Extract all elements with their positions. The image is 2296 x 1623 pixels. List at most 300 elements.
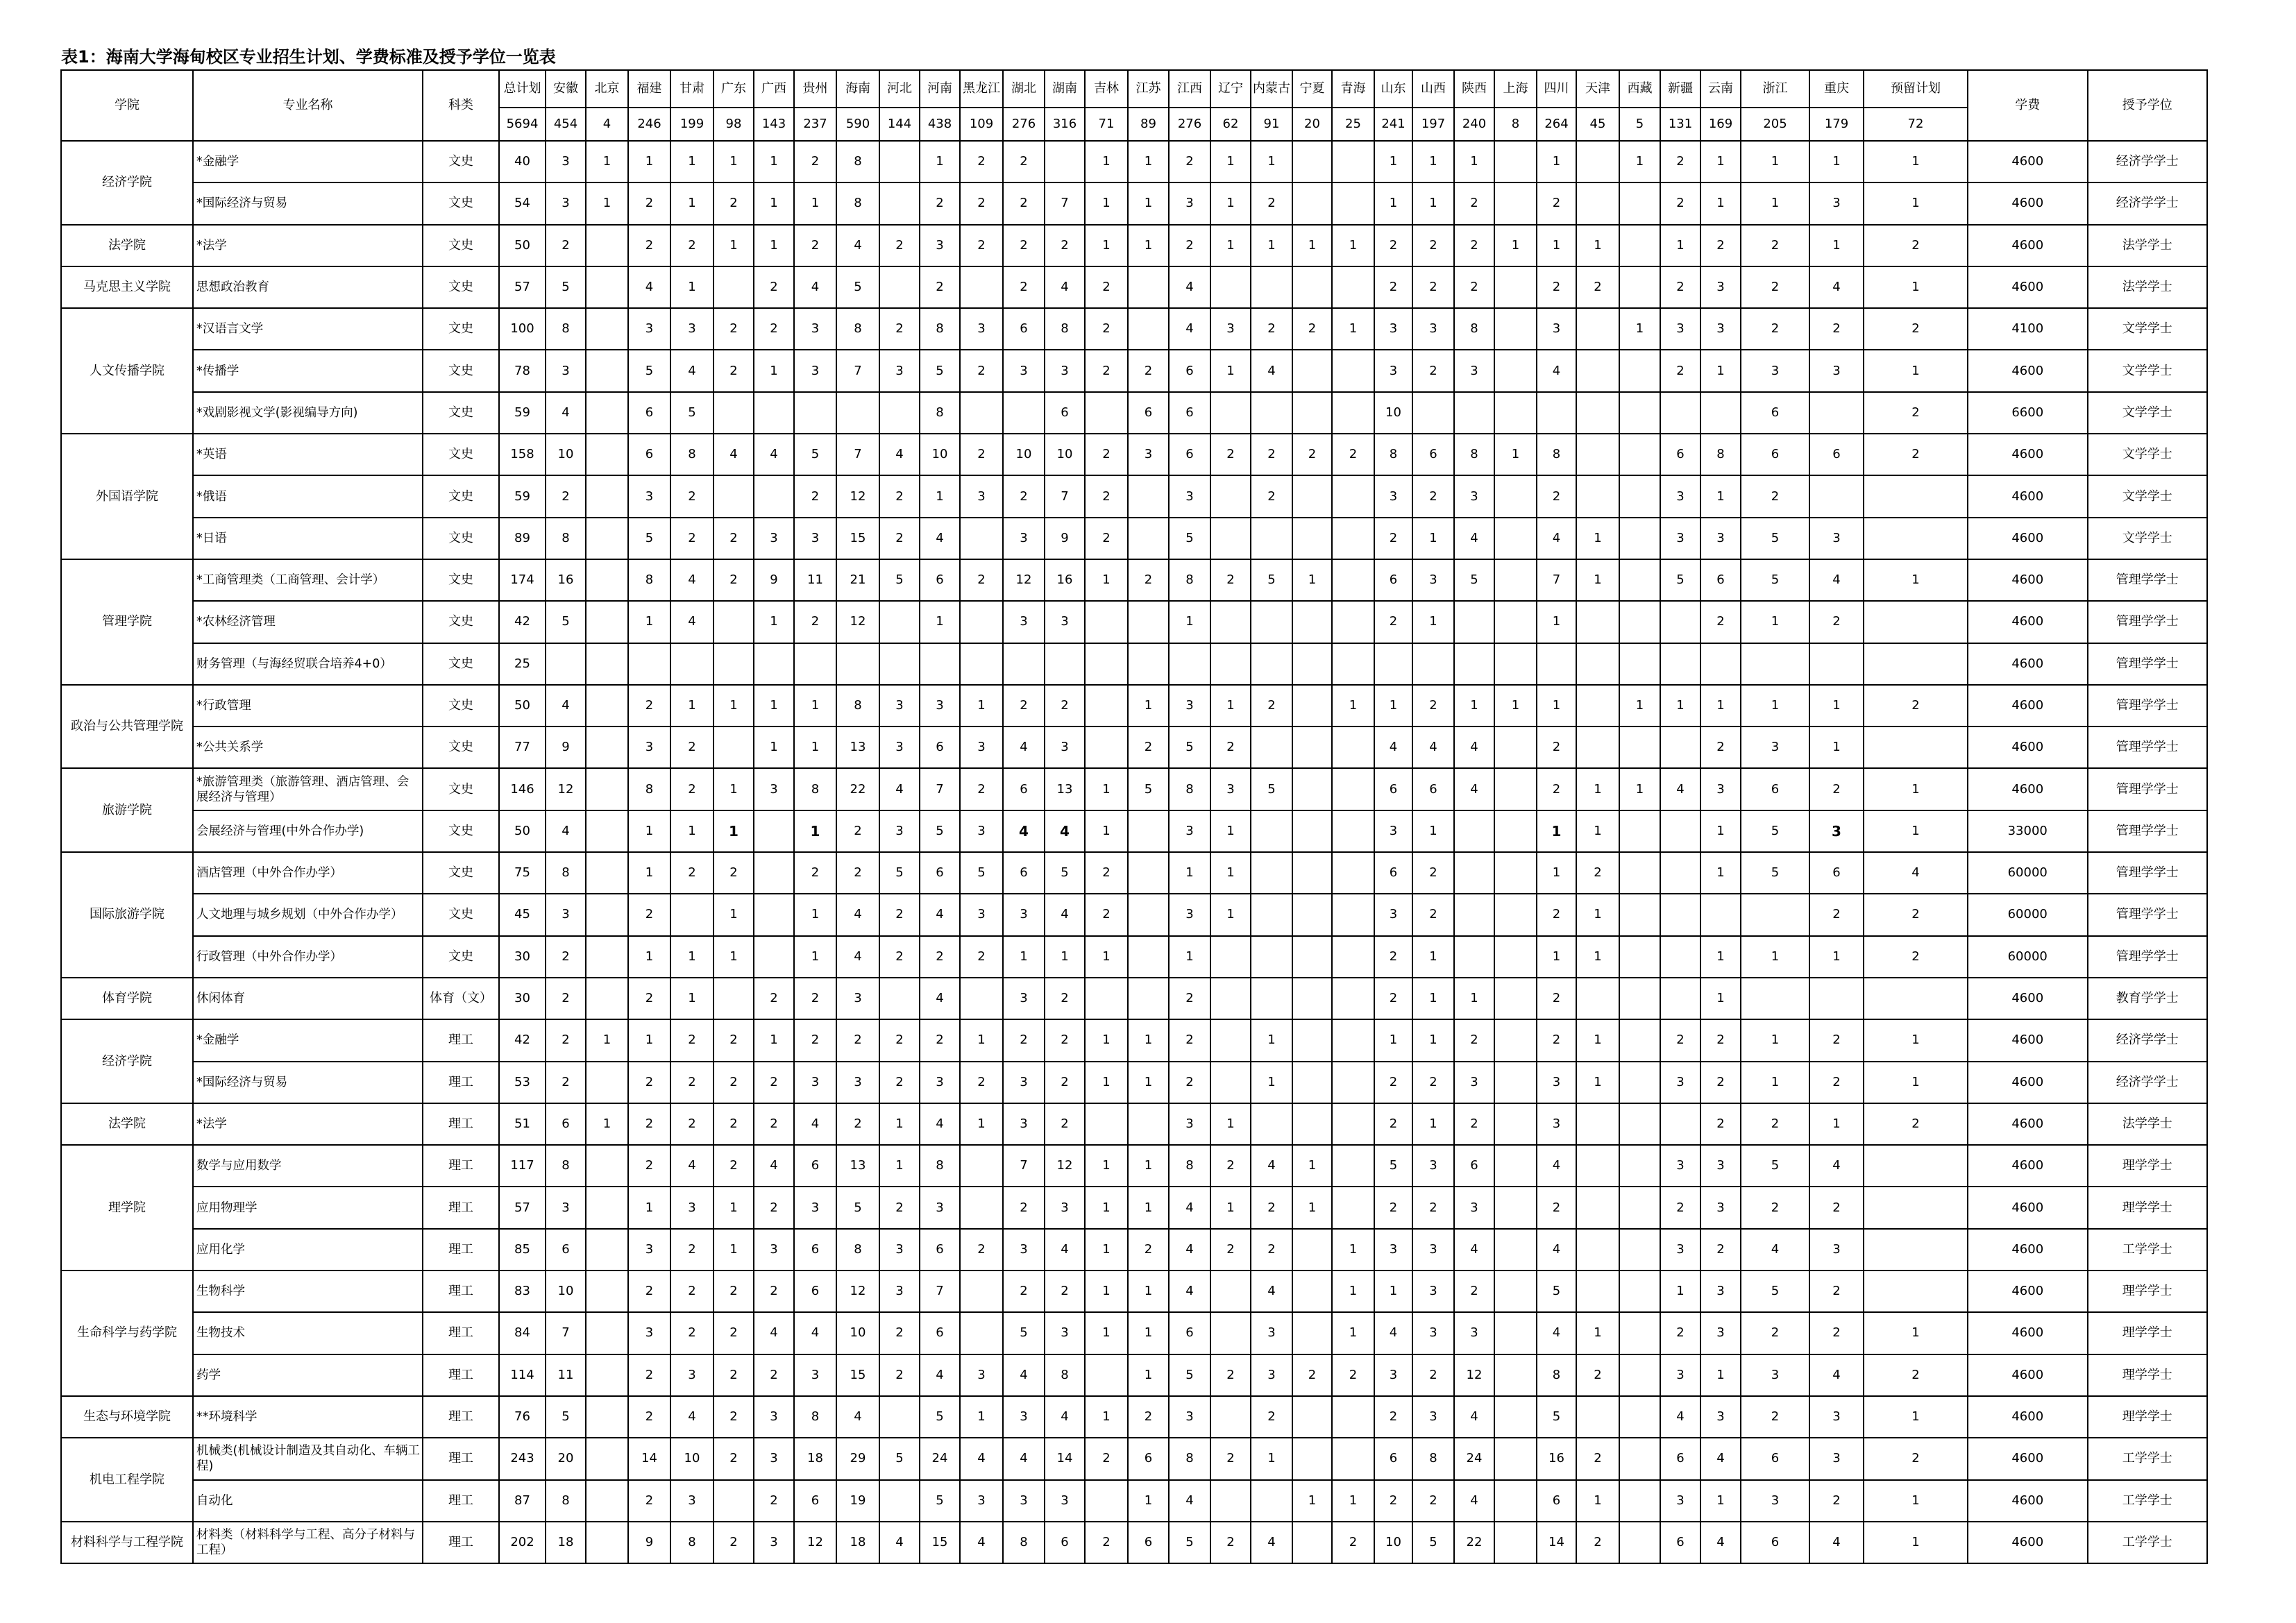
quota-cell: 1 bbox=[1251, 1019, 1292, 1061]
quota-cell: 5 bbox=[879, 852, 920, 894]
quota-cell: 11 bbox=[794, 559, 836, 601]
quota-cell bbox=[586, 1271, 628, 1312]
total-cell: 109 bbox=[960, 108, 1003, 141]
quota-cell bbox=[714, 475, 754, 517]
quota-cell: 1 bbox=[1700, 475, 1741, 517]
enrollment-table-container bbox=[60, 69, 2208, 1564]
quota-cell: 3 bbox=[1809, 182, 1864, 224]
quota-cell: 5 bbox=[1741, 559, 1809, 601]
quota-cell: 10 bbox=[546, 1271, 586, 1312]
quota-cell: 2 bbox=[1576, 852, 1619, 894]
quota-cell: 2 bbox=[1700, 726, 1741, 768]
quota-cell: 2 bbox=[1169, 141, 1210, 182]
quota-cell: 1 bbox=[1045, 936, 1085, 978]
quota-cell: 2 bbox=[1741, 1396, 1809, 1438]
quota-cell bbox=[960, 1187, 1003, 1228]
quota-cell bbox=[1619, 182, 1660, 224]
quota-cell: 1 bbox=[1128, 1019, 1169, 1061]
quota-cell: 1 bbox=[1809, 1103, 1864, 1145]
table-row bbox=[61, 726, 2207, 768]
quota-cell: 4 bbox=[670, 601, 714, 643]
quota-cell: 1 bbox=[1576, 936, 1619, 978]
quota-cell: 1 bbox=[1576, 768, 1619, 810]
quota-cell: 4 bbox=[1809, 559, 1864, 601]
row-total-cell: 114 bbox=[499, 1354, 546, 1396]
quota-cell bbox=[1494, 1522, 1537, 1563]
quota-cell: 2 bbox=[1374, 1187, 1412, 1228]
quota-cell: 1 bbox=[714, 225, 754, 266]
quota-cell bbox=[879, 392, 920, 434]
major-cell: 财务管理（与海经贸联合培养4+0） bbox=[193, 643, 423, 685]
degree-cell: 文学学士 bbox=[2088, 475, 2208, 517]
quota-cell: 3 bbox=[1374, 810, 1412, 852]
quota-cell: 5 bbox=[1412, 1522, 1454, 1563]
quota-cell: 3 bbox=[1454, 475, 1494, 517]
quota-cell: 2 bbox=[1700, 1103, 1741, 1145]
quota-cell: 2 bbox=[1809, 308, 1864, 350]
quota-cell: 2 bbox=[1085, 308, 1128, 350]
quota-cell: 4 bbox=[1374, 1312, 1412, 1354]
quota-cell: 22 bbox=[836, 768, 879, 810]
quota-cell: 2 bbox=[714, 1312, 754, 1354]
quota-cell: 1 bbox=[1210, 852, 1251, 894]
quota-cell bbox=[960, 518, 1003, 559]
quota-cell bbox=[1660, 1103, 1700, 1145]
quota-cell bbox=[1210, 518, 1251, 559]
total-cell: 71 bbox=[1085, 108, 1128, 141]
degree-cell: 工学学士 bbox=[2088, 1480, 2208, 1522]
table-row bbox=[61, 392, 2207, 434]
quota-cell: 2 bbox=[1003, 141, 1045, 182]
quota-cell bbox=[879, 643, 920, 685]
quota-cell: 24 bbox=[920, 1438, 960, 1479]
quota-cell: 2 bbox=[714, 518, 754, 559]
category-cell: 理工 bbox=[423, 1019, 499, 1061]
quota-cell bbox=[1494, 518, 1537, 559]
major-cell: 生物技术 bbox=[193, 1312, 423, 1354]
quota-cell: 8 bbox=[836, 182, 879, 224]
major-cell: *法学 bbox=[193, 1103, 423, 1145]
quota-cell: 2 bbox=[1809, 1062, 1864, 1103]
quota-cell: 2 bbox=[1454, 266, 1494, 308]
quota-cell: 1 bbox=[670, 810, 714, 852]
quota-cell: 6 bbox=[546, 1229, 586, 1271]
quota-cell: 20 bbox=[546, 1438, 586, 1479]
quota-cell: 1 bbox=[1864, 810, 1968, 852]
quota-cell bbox=[1576, 643, 1619, 685]
quota-cell: 8 bbox=[836, 685, 879, 726]
quota-cell: 3 bbox=[1374, 350, 1412, 391]
quota-cell bbox=[794, 392, 836, 434]
quota-cell: 10 bbox=[1374, 1522, 1412, 1563]
quota-cell: 1 bbox=[1809, 141, 1864, 182]
quota-cell: 3 bbox=[628, 726, 670, 768]
quota-cell: 4 bbox=[1169, 266, 1210, 308]
header-tuition: 学费 bbox=[1968, 70, 2088, 141]
quota-cell: 2 bbox=[960, 182, 1003, 224]
quota-cell: 3 bbox=[1045, 350, 1085, 391]
quota-cell bbox=[1128, 601, 1169, 643]
quota-cell: 2 bbox=[1412, 350, 1454, 391]
quota-cell: 8 bbox=[1169, 559, 1210, 601]
major-cell: *国际经济与贸易 bbox=[193, 182, 423, 224]
quota-cell bbox=[1210, 392, 1251, 434]
college-cell: 材料科学与工程学院 bbox=[61, 1522, 193, 1563]
quota-cell bbox=[1494, 768, 1537, 810]
quota-cell: 4 bbox=[794, 1103, 836, 1145]
quota-cell: 4 bbox=[1003, 726, 1045, 768]
table-row bbox=[61, 182, 2207, 224]
degree-cell: 法学学士 bbox=[2088, 1103, 2208, 1145]
quota-cell bbox=[586, 1229, 628, 1271]
quota-cell bbox=[1292, 643, 1332, 685]
degree-cell: 管理学学士 bbox=[2088, 936, 2208, 978]
quota-cell bbox=[1494, 810, 1537, 852]
quota-cell: 2 bbox=[546, 1019, 586, 1061]
quota-cell: 5 bbox=[1169, 726, 1210, 768]
quota-cell bbox=[1619, 1438, 1660, 1479]
total-cell: 199 bbox=[670, 108, 714, 141]
quota-cell bbox=[1128, 308, 1169, 350]
quota-cell: 2 bbox=[628, 1354, 670, 1396]
table-row bbox=[61, 685, 2207, 726]
quota-cell: 3 bbox=[1374, 308, 1412, 350]
quota-cell bbox=[586, 685, 628, 726]
quota-cell: 6 bbox=[1169, 1312, 1210, 1354]
enrollment-table bbox=[60, 69, 2208, 1564]
quota-cell: 13 bbox=[1045, 768, 1085, 810]
quota-cell bbox=[1085, 1354, 1128, 1396]
quota-cell: 1 bbox=[1700, 350, 1741, 391]
quota-cell bbox=[1809, 392, 1864, 434]
quota-cell: 6 bbox=[1660, 1438, 1700, 1479]
quota-cell: 4 bbox=[1045, 894, 1085, 935]
table-row bbox=[61, 1396, 2207, 1438]
quota-cell: 4 bbox=[546, 392, 586, 434]
quota-cell: 6 bbox=[1660, 434, 1700, 475]
category-cell: 文史 bbox=[423, 643, 499, 685]
quota-cell: 2 bbox=[1169, 1019, 1210, 1061]
quota-cell: 2 bbox=[714, 1271, 754, 1312]
quota-cell: 1 bbox=[1864, 266, 1968, 308]
quota-cell bbox=[1619, 392, 1660, 434]
college-cell: 生命科学与药学院 bbox=[61, 1271, 193, 1396]
quota-cell: 2 bbox=[628, 685, 670, 726]
quota-cell: 3 bbox=[546, 1187, 586, 1228]
quota-cell: 1 bbox=[1741, 1019, 1809, 1061]
quota-cell: 3 bbox=[879, 350, 920, 391]
quota-cell: 1 bbox=[1085, 1145, 1128, 1187]
row-total-cell: 30 bbox=[499, 978, 546, 1019]
quota-cell: 6 bbox=[1374, 559, 1412, 601]
quota-cell: 3 bbox=[879, 810, 920, 852]
quota-cell bbox=[1454, 810, 1494, 852]
quota-cell: 3 bbox=[1169, 182, 1210, 224]
quota-cell: 6 bbox=[794, 1229, 836, 1271]
quota-cell bbox=[1332, 601, 1374, 643]
quota-cell: 2 bbox=[960, 1062, 1003, 1103]
quota-cell bbox=[586, 852, 628, 894]
quota-cell bbox=[754, 810, 794, 852]
quota-cell bbox=[1210, 266, 1251, 308]
quota-cell: 2 bbox=[546, 936, 586, 978]
quota-cell: 1 bbox=[1412, 810, 1454, 852]
quota-cell: 2 bbox=[1251, 434, 1292, 475]
quota-cell bbox=[1864, 518, 1968, 559]
quota-cell: 1 bbox=[1128, 225, 1169, 266]
quota-cell bbox=[960, 1271, 1003, 1312]
header-province: 广西 bbox=[754, 70, 794, 108]
quota-cell bbox=[586, 1062, 628, 1103]
quota-cell bbox=[1494, 978, 1537, 1019]
quota-cell bbox=[1169, 643, 1210, 685]
degree-cell: 管理学学士 bbox=[2088, 601, 2208, 643]
quota-cell bbox=[1741, 894, 1809, 935]
tuition-cell: 4100 bbox=[1968, 308, 2088, 350]
quota-cell: 2 bbox=[794, 601, 836, 643]
quota-cell bbox=[1292, 1229, 1332, 1271]
quota-cell: 6 bbox=[920, 1312, 960, 1354]
quota-cell: 2 bbox=[1741, 475, 1809, 517]
quota-cell bbox=[586, 601, 628, 643]
total-cell: 72 bbox=[1864, 108, 1968, 141]
major-cell: 自动化 bbox=[193, 1480, 423, 1522]
quota-cell: 3 bbox=[1003, 894, 1045, 935]
quota-cell: 4 bbox=[546, 685, 586, 726]
quota-cell bbox=[1332, 643, 1374, 685]
quota-cell: 8 bbox=[1537, 1354, 1576, 1396]
quota-cell bbox=[586, 726, 628, 768]
header-province: 预留计划 bbox=[1864, 70, 1968, 108]
quota-cell: 1 bbox=[1169, 601, 1210, 643]
quota-cell: 8 bbox=[546, 852, 586, 894]
quota-cell bbox=[1619, 1271, 1660, 1312]
quota-cell bbox=[960, 392, 1003, 434]
major-cell: *戏剧影视文学(影视编导方向) bbox=[193, 392, 423, 434]
total-cell: 237 bbox=[794, 108, 836, 141]
quota-cell: 3 bbox=[920, 685, 960, 726]
quota-cell: 5 bbox=[546, 1396, 586, 1438]
quota-cell bbox=[1045, 141, 1085, 182]
quota-cell: 2 bbox=[960, 768, 1003, 810]
quota-cell: 3 bbox=[920, 1062, 960, 1103]
quota-cell: 2 bbox=[836, 810, 879, 852]
quota-cell bbox=[1292, 182, 1332, 224]
table-row bbox=[61, 1145, 2207, 1187]
quota-cell bbox=[1741, 978, 1809, 1019]
quota-cell: 19 bbox=[836, 1480, 879, 1522]
quota-cell bbox=[1332, 1103, 1374, 1145]
quota-cell bbox=[1619, 266, 1660, 308]
quota-cell: 1 bbox=[1412, 601, 1454, 643]
quota-cell: 1 bbox=[1660, 685, 1700, 726]
quota-cell: 2 bbox=[1537, 768, 1576, 810]
degree-cell: 工学学士 bbox=[2088, 1438, 2208, 1479]
quota-cell: 7 bbox=[1003, 1145, 1045, 1187]
quota-cell: 2 bbox=[1660, 266, 1700, 308]
degree-cell: 管理学学士 bbox=[2088, 643, 2208, 685]
quota-cell: 1 bbox=[1576, 559, 1619, 601]
quota-cell: 1 bbox=[1332, 308, 1374, 350]
quota-cell: 3 bbox=[1169, 894, 1210, 935]
quota-cell: 1 bbox=[1412, 936, 1454, 978]
quota-cell: 1 bbox=[1494, 434, 1537, 475]
quota-cell: 1 bbox=[1537, 810, 1576, 852]
quota-cell: 2 bbox=[714, 1145, 754, 1187]
category-cell: 理工 bbox=[423, 1312, 499, 1354]
quota-cell bbox=[1251, 1480, 1292, 1522]
quota-cell: 3 bbox=[794, 1187, 836, 1228]
quota-cell: 6 bbox=[1809, 434, 1864, 475]
category-cell: 文史 bbox=[423, 392, 499, 434]
quota-cell: 7 bbox=[1045, 475, 1085, 517]
degree-cell: 理学学士 bbox=[2088, 1354, 2208, 1396]
quota-cell: 1 bbox=[1251, 1062, 1292, 1103]
quota-cell: 2 bbox=[1700, 601, 1741, 643]
quota-cell bbox=[1864, 1187, 1968, 1228]
quota-cell bbox=[1576, 1229, 1619, 1271]
quota-cell: 2 bbox=[879, 1019, 920, 1061]
quota-cell: 4 bbox=[670, 1396, 714, 1438]
quota-cell: 2 bbox=[754, 978, 794, 1019]
quota-cell: 6 bbox=[546, 1103, 586, 1145]
quota-cell: 2 bbox=[1537, 978, 1576, 1019]
quota-cell: 2 bbox=[1251, 1187, 1292, 1228]
quota-cell bbox=[1619, 475, 1660, 517]
quota-cell: 4 bbox=[1169, 308, 1210, 350]
quota-cell: 1 bbox=[1128, 1187, 1169, 1228]
quota-cell: 3 bbox=[1045, 1480, 1085, 1522]
quota-cell bbox=[586, 1438, 628, 1479]
quota-cell: 1 bbox=[1864, 1522, 1968, 1563]
quota-cell: 2 bbox=[1292, 308, 1332, 350]
quota-cell: 1 bbox=[1210, 685, 1251, 726]
quota-cell: 2 bbox=[628, 1396, 670, 1438]
quota-cell: 6 bbox=[1412, 768, 1454, 810]
quota-cell: 1 bbox=[1128, 1145, 1169, 1187]
quota-cell: 8 bbox=[628, 768, 670, 810]
quota-cell: 3 bbox=[670, 1480, 714, 1522]
tuition-cell: 4600 bbox=[1968, 266, 2088, 308]
quota-cell bbox=[1660, 392, 1700, 434]
college-cell: 人文传播学院 bbox=[61, 308, 193, 434]
quota-cell: 2 bbox=[754, 266, 794, 308]
quota-cell: 2 bbox=[670, 1229, 714, 1271]
quota-cell bbox=[1619, 643, 1660, 685]
quota-cell: 1 bbox=[1660, 1271, 1700, 1312]
header-province: 山西 bbox=[1412, 70, 1454, 108]
quota-cell bbox=[714, 1480, 754, 1522]
quota-cell: 4 bbox=[670, 1145, 714, 1187]
header-major: 专业名称 bbox=[193, 70, 423, 141]
quota-cell: 2 bbox=[836, 1019, 879, 1061]
quota-cell: 2 bbox=[1085, 852, 1128, 894]
quota-cell: 5 bbox=[920, 810, 960, 852]
category-cell: 文史 bbox=[423, 894, 499, 935]
quota-cell: 3 bbox=[1700, 768, 1741, 810]
quota-cell: 3 bbox=[754, 518, 794, 559]
major-cell: 药学 bbox=[193, 1354, 423, 1396]
quota-cell: 1 bbox=[1332, 1312, 1374, 1354]
total-cell: 246 bbox=[628, 108, 670, 141]
quota-cell: 1 bbox=[1576, 225, 1619, 266]
quota-cell: 3 bbox=[670, 1354, 714, 1396]
quota-cell bbox=[670, 894, 714, 935]
quota-cell: 2 bbox=[628, 894, 670, 935]
tuition-cell: 4600 bbox=[1968, 1062, 2088, 1103]
header-province: 青海 bbox=[1332, 70, 1374, 108]
major-cell: 人文地理与城乡规划（中外合作办学） bbox=[193, 894, 423, 935]
tuition-cell: 4600 bbox=[1968, 1312, 2088, 1354]
quota-cell: 1 bbox=[1700, 936, 1741, 978]
quota-cell bbox=[586, 1354, 628, 1396]
quota-cell: 1 bbox=[1374, 141, 1412, 182]
quota-cell bbox=[1210, 1480, 1251, 1522]
quota-cell bbox=[1210, 978, 1251, 1019]
quota-cell bbox=[1085, 1480, 1128, 1522]
quota-cell: 4 bbox=[1741, 1229, 1809, 1271]
quota-cell: 2 bbox=[1412, 1187, 1454, 1228]
quota-cell: 2 bbox=[879, 936, 920, 978]
degree-cell: 理学学士 bbox=[2088, 1145, 2208, 1187]
quota-cell: 2 bbox=[714, 1438, 754, 1479]
quota-cell: 1 bbox=[1576, 810, 1619, 852]
quota-cell: 2 bbox=[1045, 685, 1085, 726]
quota-cell bbox=[754, 852, 794, 894]
quota-cell: 2 bbox=[879, 1354, 920, 1396]
degree-cell: 法学学士 bbox=[2088, 225, 2208, 266]
quota-cell: 2 bbox=[1169, 1062, 1210, 1103]
category-cell: 文史 bbox=[423, 768, 499, 810]
quota-cell: 2 bbox=[1128, 1229, 1169, 1271]
quota-cell: 2 bbox=[628, 225, 670, 266]
degree-cell: 文学学士 bbox=[2088, 308, 2208, 350]
quota-cell: 2 bbox=[879, 475, 920, 517]
quota-cell: 5 bbox=[794, 434, 836, 475]
tuition-cell: 4600 bbox=[1968, 518, 2088, 559]
quota-cell: 6 bbox=[1741, 434, 1809, 475]
quota-cell: 1 bbox=[1251, 1438, 1292, 1479]
category-cell: 文史 bbox=[423, 518, 499, 559]
quota-cell: 6 bbox=[1660, 1522, 1700, 1563]
quota-cell: 3 bbox=[1374, 475, 1412, 517]
header-province: 广东 bbox=[714, 70, 754, 108]
major-cell: 机械类(机械设计制造及其自动化、车辆工程) bbox=[193, 1438, 423, 1479]
quota-cell bbox=[1494, 1480, 1537, 1522]
quota-cell: 5 bbox=[1741, 518, 1809, 559]
quota-cell: 1 bbox=[670, 685, 714, 726]
quota-cell: 1 bbox=[1210, 1187, 1251, 1228]
quota-cell: 2 bbox=[1412, 852, 1454, 894]
category-cell: 文史 bbox=[423, 141, 499, 182]
degree-cell: 管理学学士 bbox=[2088, 768, 2208, 810]
quota-cell bbox=[1809, 475, 1864, 517]
table-row bbox=[61, 1271, 2207, 1312]
quota-cell: 1 bbox=[1085, 225, 1128, 266]
quota-cell bbox=[1292, 768, 1332, 810]
quota-cell: 2 bbox=[960, 936, 1003, 978]
quota-cell: 1 bbox=[1292, 1187, 1332, 1228]
quota-cell bbox=[1332, 852, 1374, 894]
quota-cell: 1 bbox=[1576, 1480, 1619, 1522]
quota-cell: 6 bbox=[1003, 852, 1045, 894]
quota-cell: 1 bbox=[1085, 1229, 1128, 1271]
quota-cell bbox=[1494, 1312, 1537, 1354]
quota-cell: 4 bbox=[1251, 1145, 1292, 1187]
total-cell: 438 bbox=[920, 108, 960, 141]
tuition-cell: 4600 bbox=[1968, 726, 2088, 768]
quota-cell bbox=[1292, 894, 1332, 935]
